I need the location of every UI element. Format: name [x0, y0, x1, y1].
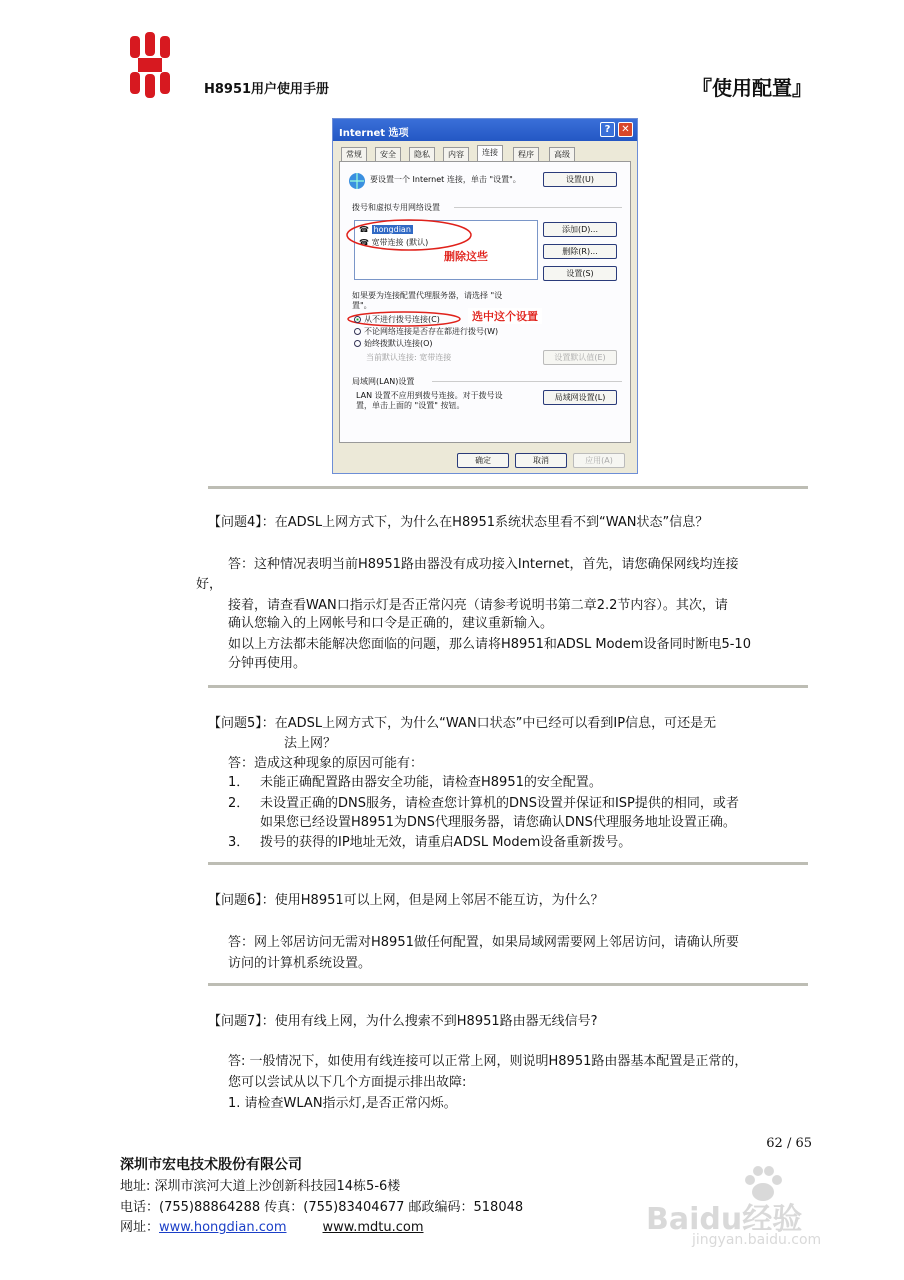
- answer-4-line-1: 答：这种情况表明当前H8951路由器没有成功接入Internet，首先，请您确保网线均连接: [228, 557, 739, 572]
- question-7: 【问题7】：使用有线上网，为什么搜索不到H8951路由器无线信号?: [208, 1014, 598, 1029]
- radio-always-label: 始终拨默认连接(O): [364, 339, 433, 348]
- settings-button[interactable]: 设置(S): [543, 266, 617, 281]
- tab-programs[interactable]: 程序: [513, 147, 539, 161]
- website-link-hongdian[interactable]: www.hongdian.com: [159, 1220, 287, 1235]
- answer-5-intro: 答：造成这种现象的原因可能有：: [228, 756, 424, 771]
- radio-selected-icon: [354, 316, 361, 323]
- connections-panel: [339, 161, 631, 443]
- tab-connections[interactable]: 连接: [477, 145, 503, 161]
- dialog-titlebar: [333, 119, 637, 141]
- connection-icon: ☎: [359, 225, 369, 234]
- answer-7-line-1: 答: 一般情况下，如使用有线连接可以正常上网，则说明H8951路由器基本配置是正常的，: [228, 1054, 748, 1069]
- ok-button[interactable]: 确定: [457, 453, 509, 468]
- lan-text-2: 置，单击上面的 "设置" 按钮。: [356, 401, 465, 410]
- setup-text: 要设置一个 Internet 连接，单击 "设置"。: [370, 175, 521, 184]
- company-logo: [126, 30, 174, 100]
- dialup-group-line: [454, 207, 622, 208]
- answer-6-line-2: 访问的计算机系统设置。: [228, 956, 372, 971]
- tab-privacy[interactable]: 隐私: [409, 147, 435, 161]
- connection-label: hongdian: [373, 225, 411, 234]
- tab-strip: [339, 145, 631, 161]
- remove-button[interactable]: 删除(R)...: [543, 244, 617, 259]
- connection-label: 宽带连接 (默认): [371, 238, 429, 247]
- set-default-button[interactable]: 设置默认值(E): [543, 350, 617, 365]
- tab-general[interactable]: 常规: [341, 147, 367, 161]
- tab-content[interactable]: 内容: [443, 147, 469, 161]
- dialup-group-label: 拨号和虚拟专用网络设置: [352, 203, 440, 212]
- dialog-title: Internet 选项: [339, 128, 409, 139]
- list-item: [228, 833, 631, 853]
- lan-group-line: [432, 381, 622, 382]
- item-number: 2．: [228, 796, 250, 811]
- watermark-url: jingyan.baidu.com: [692, 1232, 822, 1248]
- watermark-brand: Baidu经验: [646, 1202, 803, 1237]
- tab-advanced[interactable]: 高级: [549, 147, 575, 161]
- item-text: 未能正确配置路由器安全功能，请检查H8951的安全配置。: [260, 775, 602, 790]
- setup-button[interactable]: 设置(U): [543, 172, 617, 187]
- question-6: 【问题6】：使用H8951可以上网，但是网上邻居不能互访，为什么？: [208, 893, 604, 908]
- add-button[interactable]: 添加(D)...: [543, 222, 617, 237]
- annotation-select: 选中这个设置: [468, 308, 542, 324]
- manual-title: H8951用户使用手册: [204, 82, 330, 97]
- divider: [208, 983, 808, 986]
- annotation-delete: 删除这些: [444, 250, 488, 263]
- item-text: 拨号的获得的IP地址无效，请重启ADSL Modem设备重新拨号。: [260, 835, 632, 850]
- proxy-text-2: 置"。: [352, 301, 372, 310]
- radio-always-dial[interactable]: [354, 338, 433, 349]
- answer-4-line-6: 分钟再使用。: [228, 656, 307, 671]
- footer-phone: 电话：(755)88864288 传真：(755)83404677 邮政编码：518048: [120, 1200, 524, 1215]
- footer-web-label: 网址：: [120, 1220, 160, 1235]
- section-title: 『使用配置』: [692, 76, 812, 100]
- footer-company: 深圳市宏电技术股份有限公司: [120, 1157, 302, 1173]
- website-link-mdtu[interactable]: www.mdtu.com: [322, 1220, 424, 1235]
- radio-never-label: 从不进行拨号连接(C): [364, 315, 440, 324]
- list-item: [228, 773, 602, 793]
- proxy-text-1: 如果要为连接配置代理服务器，请选择 "设: [352, 291, 503, 300]
- baidu-watermark: [646, 1164, 846, 1254]
- list-item: [228, 794, 739, 814]
- footer-web: [120, 1216, 424, 1235]
- item-text: 未设置正确的DNS服务，请检查您计算机的DNS设置并保证和ISP提供的相同，或者: [260, 796, 739, 811]
- item-number: 3．: [228, 835, 250, 850]
- apply-button[interactable]: 应用(A): [573, 453, 625, 468]
- divider: [208, 862, 808, 865]
- answer-4-line-2: 好，: [196, 577, 223, 592]
- answer-7-line-3: 1. 请检查WLAN指示灯,是否正常闪烁。: [228, 1096, 457, 1111]
- answer-4-line-5: 如以上方法都未能解决您面临的问题，那么请将H8951和ADSL Modem设备同时断电5-10: [228, 637, 751, 652]
- list-item-continuation: 如果您已经设置H8951为DNS代理服务器，请您确认DNS代理服务地址设置正确。: [260, 815, 736, 830]
- internet-options-dialog: [332, 118, 638, 474]
- page-number: 62 / 65: [766, 1136, 812, 1151]
- radio-never-dial[interactable]: [354, 314, 440, 325]
- answer-7-line-2: 您可以尝试从以下几个方面提示排出故障:: [228, 1075, 467, 1090]
- close-icon[interactable]: ✕: [618, 122, 633, 137]
- globe-icon: [348, 172, 366, 190]
- answer-4-line-4: 确认您输入的上网帐号和口令是正确的，建议重新输入。: [228, 616, 554, 631]
- answer-4-line-3: 接着，请查看WAN口指示灯是否正常闪亮（请参考说明书第二章2.2节内容）。其次，请: [228, 598, 728, 613]
- connection-icon: ☎: [359, 238, 369, 247]
- cancel-button[interactable]: 取消: [515, 453, 567, 468]
- radio-icon: [354, 340, 361, 347]
- radio-dial-no-network[interactable]: [354, 326, 498, 337]
- current-default-connection: 当前默认连接: 宽带连接: [366, 353, 452, 362]
- question-5: 【问题5】：在ADSL上网方式下，为什么“WAN口状态”中已经可以看到IP信息，可还是无: [208, 716, 717, 731]
- answer-6-line-1: 答：网上邻居访问无需对H8951做任何配置，如果局域网需要网上邻居访问，请确认所要: [228, 935, 739, 950]
- footer-address: 地址: 深圳市滨河大道上沙创新科技园14栋5-6楼: [120, 1179, 401, 1194]
- tab-security[interactable]: 安全: [375, 147, 401, 161]
- lan-group-label: 局域网(LAN)设置: [352, 377, 415, 386]
- divider: [208, 685, 808, 688]
- item-number: 1．: [228, 775, 250, 790]
- question-4: 【问题4】：在ADSL上网方式下，为什么在H8951系统状态里看不到“WAN状态”信息？: [208, 515, 709, 530]
- question-5-line-2: 法上网？: [284, 736, 337, 751]
- lan-settings-button[interactable]: 局域网设置(L): [543, 390, 617, 405]
- radio-no-network-label: 不论网络连接是否存在都进行拨号(W): [364, 327, 499, 336]
- divider: [208, 486, 808, 489]
- radio-icon: [354, 328, 361, 335]
- help-icon[interactable]: ?: [600, 122, 615, 137]
- lan-text-1: LAN 设置不应用到拨号连接。对于拨号设: [356, 391, 503, 400]
